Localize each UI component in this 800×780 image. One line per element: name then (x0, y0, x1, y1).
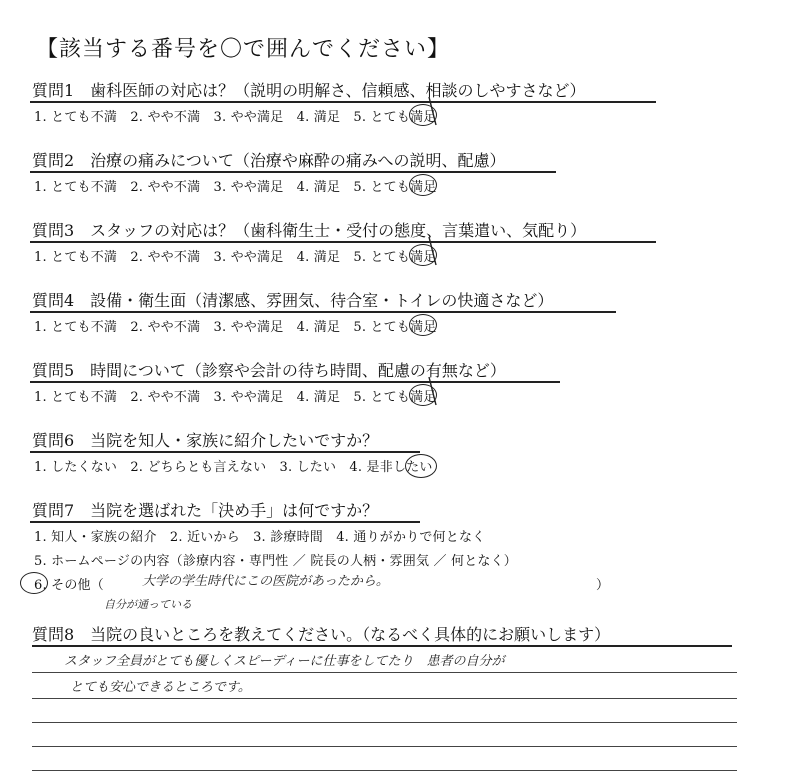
ruled-line-5 (32, 770, 737, 771)
ruled-line-1 (32, 672, 737, 673)
pen-stroke-q5 (426, 375, 442, 409)
question-4-underline (30, 311, 616, 313)
question-5-label: 質問5 時間について（診察や会計の待ち時間、配慮の有無など） (32, 361, 506, 380)
question-7-label: 質問7 当院を選ばれた「決め手」は何ですか？ (32, 501, 379, 520)
ruled-line-2 (32, 698, 737, 699)
question-4-options: 1. とても不満 2. やや不満 3. やや満足 4. 満足 5. とても満足 (34, 320, 437, 335)
question-2-options: 1. とても不満 2. やや不満 3. やや満足 4. 満足 5. とても満足 (34, 180, 437, 195)
ruled-line-3 (32, 722, 737, 723)
question-2-underline (30, 171, 556, 173)
question-1-underline (30, 101, 656, 103)
pen-stroke-q3 (426, 235, 442, 269)
handwritten-other-note: 自分が通っている (104, 598, 192, 611)
question-6-options: 1. したくない 2. どちらとも言えない 3. したい 4. 是非したい (34, 460, 433, 475)
question-8-underline (32, 645, 732, 647)
question-6-underline (30, 451, 420, 453)
question-7-option-6: 6. その他（ (34, 578, 104, 593)
pen-stroke-q1 (426, 95, 442, 129)
question-1-options: 1. とても不満 2. やや不満 3. やや満足 4. 満足 5. とても満足 (34, 110, 437, 125)
question-3-options: 1. とても不満 2. やや不満 3. やや満足 4. 満足 5. とても満足 (34, 250, 437, 265)
question-4-label: 質問4 設備・衛生面（清潔感、雰囲気、待合室・トイレの快適さなど） (32, 291, 554, 310)
question-7-underline (30, 521, 420, 523)
answer-circle-q7 (20, 572, 48, 594)
answer-circle-q6 (405, 454, 437, 478)
question-6-label: 質問6 当院を知人・家族に紹介したいですか？ (32, 431, 379, 450)
question-3-label: 質問3 スタッフの対応は？（歯科衛生士・受付の態度、言葉遣い、気配り） (32, 221, 587, 240)
question-7-option-6-close: ） (596, 578, 610, 593)
handwritten-comment-line-1: スタッフ全員がとても優しくスピーディーに仕事をしてたり 患者の自分が (64, 654, 505, 669)
handwritten-other-answer: 大学の学生時代にこの医院があったから。 (142, 574, 389, 589)
answer-circle-q2 (409, 174, 437, 196)
ruled-line-4 (32, 746, 737, 747)
question-1-label: 質問1 歯科医師の対応は？（説明の明解さ、信頼感、相談のしやすさなど） (32, 81, 586, 100)
handwritten-comment-line-2: とても安心できるところです。 (70, 680, 251, 695)
question-5-options: 1. とても不満 2. やや不満 3. やや満足 4. 満足 5. とても満足 (34, 390, 437, 405)
answer-circle-q4 (409, 314, 437, 336)
question-3-underline (30, 241, 656, 243)
question-7-option-5: 5. ホームページの内容（診療内容・専門性 ／ 院長の人柄・雰囲気 ／ 何となく） (34, 554, 518, 569)
question-5-underline (30, 381, 560, 383)
question-8-label: 質問8 当院の良いところを教えてください。（なるべく具体的にお願いします） (32, 625, 611, 644)
form-title: 【該当する番号を〇で囲んでください】 (36, 37, 451, 62)
question-2-label: 質問2 治療の痛みについて（治療や麻酔の痛みへの説明、配慮） (32, 151, 506, 170)
question-7-options: 1. 知人・家族の紹介 2. 近いから 3. 診療時間 4. 通りがかりで何となく (34, 530, 486, 545)
